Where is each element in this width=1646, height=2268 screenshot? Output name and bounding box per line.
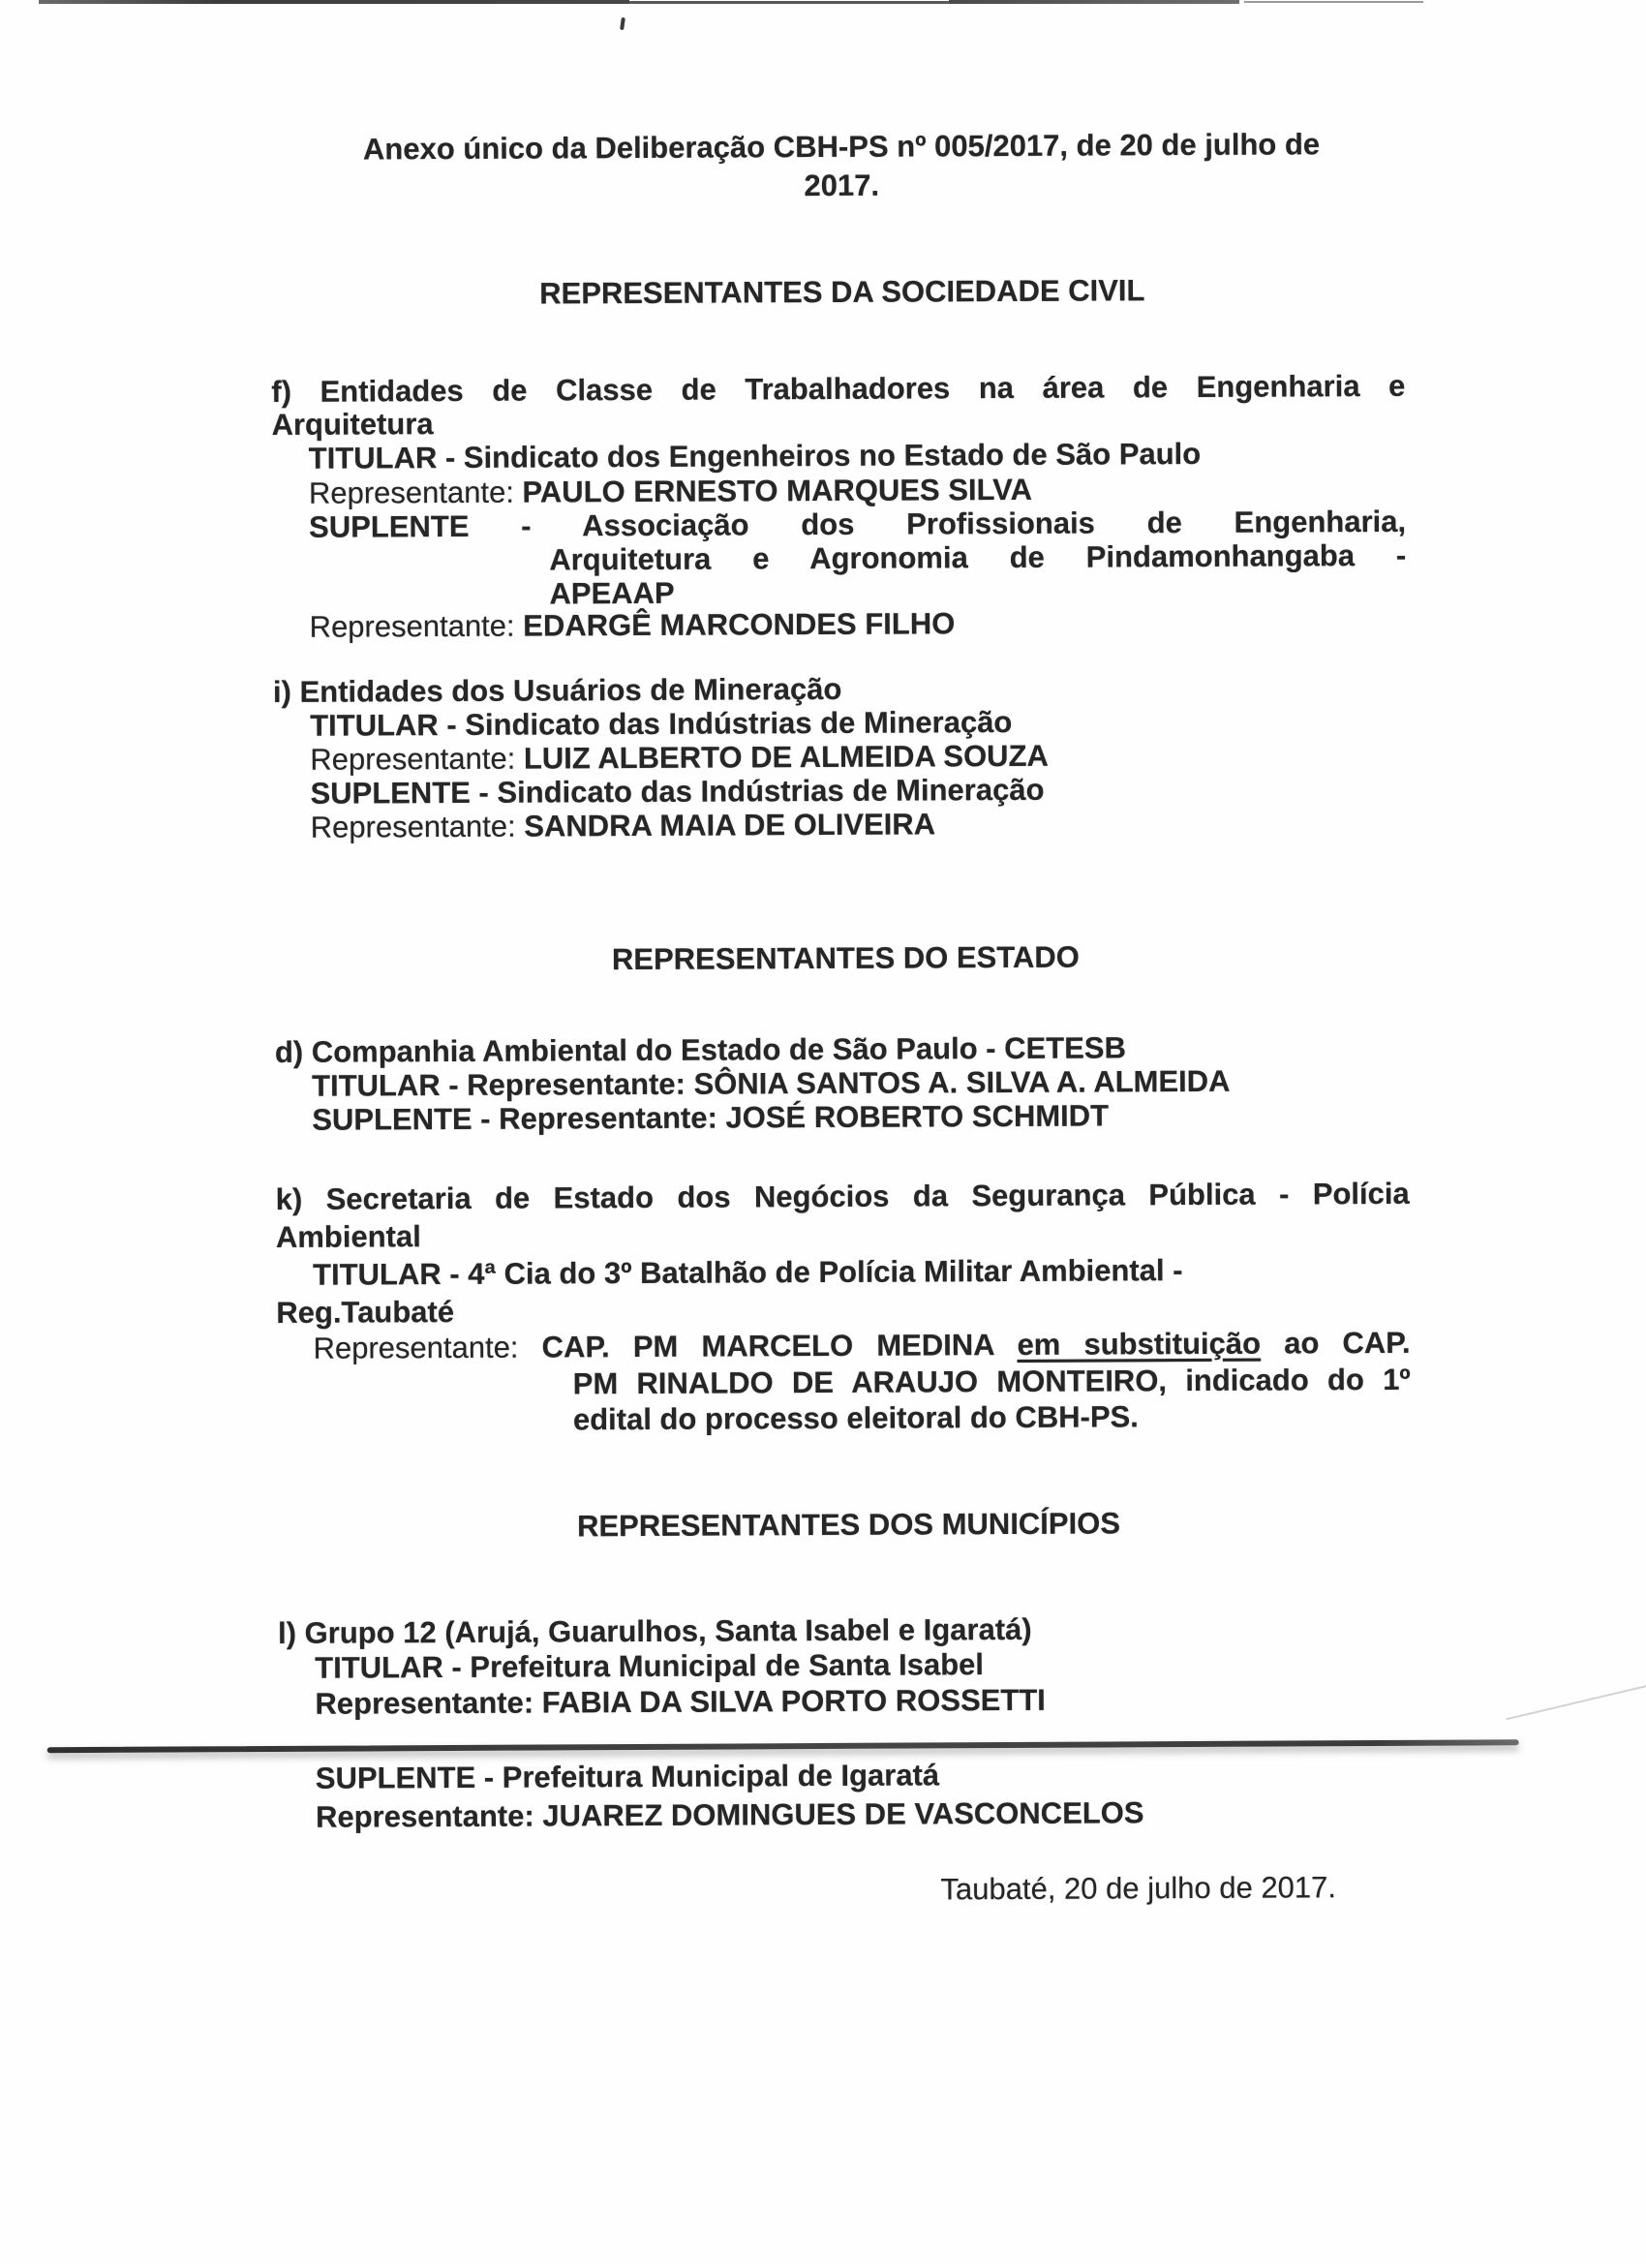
doc-line-municipios-l-1: [278, 1612, 1032, 1650]
heading-municipios: REPRESENTANTES DOS MUNICÍPIOS: [576, 1506, 1121, 1544]
doc-line-sociedade-civil-i-3: [310, 739, 1049, 777]
underlined-text-run: em substituição: [1017, 1326, 1262, 1362]
doc-line-sociedade-civil-i-4: [310, 773, 1044, 811]
doc-line-estado-d-2: [312, 1064, 1231, 1103]
text-run: LUIZ ALBERTO DE ALMEIDA SOUZA: [523, 738, 1049, 776]
text-run: TITULAR - Sindicato dos Engenheiros no Estado de São Paulo: [308, 436, 1202, 475]
doc-line-estado-k-3: [313, 1253, 1183, 1292]
scan-seam-page-edge: [1506, 1684, 1646, 1720]
doc-line-municipios-l-3: [315, 1683, 1046, 1721]
text-run: SUPLENTE - Associação dos Profissionais de Engenharia,: [308, 504, 1407, 544]
text-run: Representante:: [308, 475, 523, 510]
text-run: Representante:: [310, 809, 525, 844]
text-run: ao CAP.: [1260, 1325, 1411, 1361]
doc-line-estado-d-3: [312, 1098, 1109, 1136]
text-run: i) Entidades dos Usuários de Mineração: [272, 671, 842, 709]
doc-line-sociedade-civil-i-5: [311, 807, 936, 843]
doc-title-line-2: 2017.: [804, 168, 880, 203]
text-run: SUPLENTE - Sindicato das Indústrias de Mineração: [310, 772, 1045, 811]
text-run: APEAAP: [549, 575, 675, 611]
text-run: PM RINALDO DE ARAUJO MONTEIRO, indicado do 1º: [572, 1362, 1411, 1401]
text-run: Arquitetura e Agronomia de Pindamonhangaba -: [549, 537, 1407, 577]
doc-line-estado-k-1: [276, 1177, 1410, 1216]
text-run: Representante: FABIA DA SILVA PORTO ROSSETTI: [315, 1682, 1046, 1721]
text-run: EDARGÊ MARCONDES FILHO: [523, 606, 956, 643]
doc-line-municipios-suplente-1: [316, 1758, 939, 1794]
doc-line-estado-k-6: [573, 1363, 1411, 1401]
doc-line-sociedade-civil-f-8: [310, 606, 956, 643]
text-run: k) Secretaria de Estado dos Negócios da Segurança Pública - Polícia: [275, 1176, 1410, 1216]
doc-line-sociedade-civil-f-1: [271, 369, 1405, 409]
text-run: Arquitetura: [271, 407, 434, 442]
text-run: Representante:: [313, 1330, 542, 1365]
doc-line-estado-d-1: [275, 1030, 1126, 1069]
doc-line-estado-k-4: [276, 1295, 454, 1330]
text-run: Ambiental: [275, 1219, 421, 1254]
text-run: PAULO ERNESTO MARQUES SILVA: [522, 472, 1033, 509]
doc-line-sociedade-civil-f-5: [309, 505, 1406, 544]
text-run: d) Companhia Ambiental do Estado de São Paulo - CETESB: [274, 1030, 1127, 1069]
text-run: TITULAR - Prefeitura Municipal de Santa Isabel: [315, 1647, 985, 1685]
text-run: TITULAR - Representante: SÔNIA SANTOS A. SILVA A. ALMEIDA: [312, 1063, 1231, 1103]
doc-line-estado-k-7: [573, 1399, 1139, 1436]
text-run: Reg.Taubaté: [276, 1294, 455, 1330]
text-run: Representante:: [309, 608, 524, 644]
doc-line-estado-k-2: [276, 1219, 421, 1254]
text-run: SUPLENTE - Representante: JOSÉ ROBERTO SCHMIDT: [312, 1098, 1110, 1137]
text-run: TITULAR - Sindicato das Indústrias de Mineração: [310, 704, 1013, 743]
text-run: l) Grupo 12 (Arujá, Guarulhos, Santa Isabel e Igaratá): [277, 1611, 1032, 1650]
heading-sociedade-civil: REPRESENTANTES DA SOCIEDADE CIVIL: [539, 273, 1145, 311]
text-run: Representante: JUAREZ DOMINGUES DE VASCONCELOS: [315, 1795, 1144, 1834]
text-run: Representante:: [310, 741, 525, 777]
doc-line-sociedade-civil-i-1: [273, 672, 842, 709]
doc-line-estado-k-5: [313, 1326, 1410, 1365]
doc-line-municipios-suplente-2: [316, 1795, 1144, 1833]
text-run: edital do processo eleitoral do CBH-PS.: [572, 1399, 1139, 1437]
scan-seam-line: [47, 1739, 1519, 1753]
text-run: CAP. PM MARCELO MEDINA: [541, 1327, 1018, 1364]
doc-line-sociedade-civil-f-3: [309, 437, 1202, 475]
doc-line-sociedade-civil-f-2: [271, 407, 433, 442]
doc-line-sociedade-civil-f-6: [549, 538, 1406, 577]
text-run: SUPLENTE - Prefeitura Municipal de Igaratá: [315, 1758, 940, 1795]
doc-line-sociedade-civil-f-4: [309, 473, 1032, 510]
heading-estado: REPRESENTANTES DO ESTADO: [611, 939, 1080, 977]
doc-line-sociedade-civil-i-2: [310, 705, 1012, 743]
doc-title-line-1: Anexo único da Deliberação CBH-PS nº 005/2017, de 20 de julho de: [362, 127, 1321, 167]
text-run: SANDRA MAIA DE OLIVEIRA: [524, 807, 936, 843]
doc-line-sociedade-civil-f-7: [549, 576, 674, 611]
text-run: f) Entidades de Classe de Trabalhadores na área de Engenharia e: [271, 368, 1406, 409]
doc-line-municipios-l-2: [315, 1647, 984, 1685]
date-line: Taubaté, 20 de julho de 2017.: [940, 1870, 1337, 1907]
text-run: TITULAR - 4ª Cia do 3º Batalhão de Polícia Militar Ambiental -: [313, 1253, 1183, 1292]
